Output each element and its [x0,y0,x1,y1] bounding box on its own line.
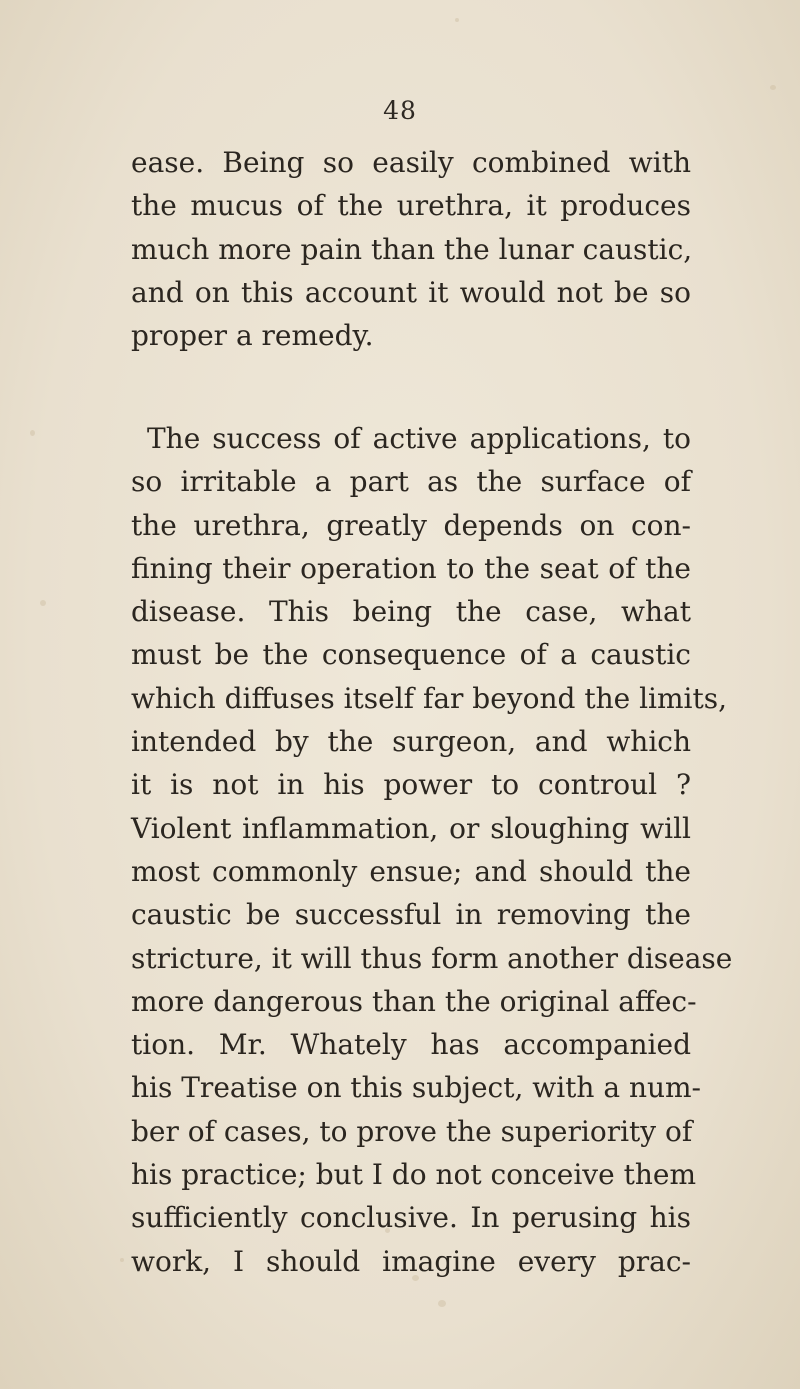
text-line: it is not in his power to controul ? [131,768,691,802]
text-line: The success of active applications, to [147,422,691,455]
text-line: and on this account it would not be so [131,275,691,309]
text-line: work, I should imagine every prac- [131,1244,691,1278]
text-line: which diffuses itself far beyond the limits, [131,681,728,715]
text-line: must be the consequence of a caustic [131,638,691,672]
text-line: his Treatise on this subject, with a num- [131,1071,702,1105]
text-line: so irritable a part as the surface of [131,465,691,499]
foxing-spot [455,18,459,22]
text-line: proper a remedy. [131,319,374,353]
foxing-spot [770,85,776,90]
text-line: the urethra, greatly depends on con- [131,508,691,542]
text-line: tion. Mr. Whately has accompanied [131,1028,691,1062]
paragraph-2 [131,417,733,1283]
text-line: Violent inflammation, or sloughing will [131,811,691,845]
text-line: ber of cases, to prove the superiority of [131,1114,693,1148]
text-line: more dangerous than the original affec- [131,984,697,1018]
foxing-spot [40,600,46,606]
text-line: most commonly ensue; and should the [131,854,691,888]
text-line: ease. Being so easily combined with [131,146,691,179]
text-line: sufficiently conclusive. In perusing his [131,1201,691,1235]
foxing-spot [438,1300,446,1307]
text-line: stricture, it will thus form another disease [131,941,733,975]
paragraph-1 [131,141,691,357]
foxing-spot [30,430,35,436]
text-line: disease. This being the case, what [131,595,691,629]
text-line: his practice; but I do not conceive them [131,1158,697,1192]
text-line: fining their operation to the seat of the [131,551,691,585]
text-line: intended by the surgeon, and which [131,725,691,759]
text-line: much more pain than the lunar caustic, [131,232,693,266]
text-line: caustic be successful in removing the [131,898,691,932]
foxing-spot [120,1258,124,1262]
text-line: the mucus of the urethra, it produces [131,189,691,223]
page-number: 48 [383,96,417,125]
